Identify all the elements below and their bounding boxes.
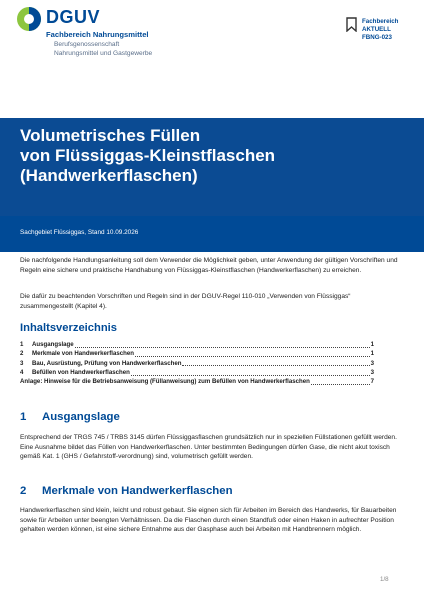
table-of-contents bbox=[20, 340, 374, 386]
toc-title: Inhaltsverzeichnis bbox=[20, 322, 117, 334]
toc-item[interactable] bbox=[20, 368, 374, 377]
title-line-3: (Handwerkerflaschen) bbox=[20, 166, 198, 185]
title-line-2: von Flüssiggas-Kleinstflaschen bbox=[20, 146, 276, 165]
association-line-2: Nahrungsmittel und Gastgewerbe bbox=[54, 50, 153, 57]
intro-paragraph-1: Die nachfolgende Handlungsanleitung soll dem Verwender die Möglichkeit geben, unter Anwendung der gültigen Vorschriften und Regeln eine sichere und praktische Handhabung von Flüssiggas-Kleinstflaschen (Handwerkerflaschen) zu erreichen. bbox=[20, 257, 398, 274]
toc-item[interactable] bbox=[20, 340, 374, 349]
toc-item-page: 3 bbox=[370, 369, 374, 377]
subject-status-text: Sachgebiet Flüssiggas, Stand 10.09.2026 bbox=[20, 229, 139, 236]
section-heading-2 bbox=[20, 485, 233, 497]
section-1-text: Entsprechend der TRGS 745 / TRBS 3145 dürfen Flüssiggasflaschen grundsätzlich nur in speziellen Füllstationen gefüllt werden. Eine Ausnahme bildet das Füllen von Handwerkerflaschen. Unter bestimmten Bedingungen dürfen Gase, die nicht akut toxisch gemäß Kat. 1 (GHS / Gefahrstoff-verordnung) sind, volumetrisch gefüllt werden. bbox=[20, 434, 397, 461]
brand-name: DGUV bbox=[46, 7, 101, 27]
section-2-text: Handwerkerflaschen sind klein, leicht und robust gebaut. Sie eignen sich für Arbeiten im Bereich des Handwerks, für Bauarbeiten sowie für Arbeiten unter beengten Verhältnissen. Da die Flaschen durch einen Standfuß oder einen Haken in aufrechter Position gehalten werden können, ist eine sichere Entnahme aus der Gasphase auch bei Arbeiten mit Handbrennern möglich. bbox=[20, 507, 397, 534]
title-line-1: Volumetrisches Füllen bbox=[20, 126, 201, 145]
department-name: Fachbereich Nahrungsmittel bbox=[46, 30, 149, 39]
badge-line-2: AKTUELL bbox=[362, 26, 391, 34]
intro-paragraph-2: Die dafür zu beachtenden Vorschriften und Regeln sind in der DGUV-Regel 110-010 „Verwenden von Flüssiggas“ zusammengestellt (Kapitel 4). bbox=[20, 293, 351, 310]
section-number: 2 bbox=[20, 485, 27, 497]
toc-item[interactable] bbox=[20, 359, 374, 368]
toc-leader-dots bbox=[131, 370, 370, 376]
toc-item-page: 7 bbox=[370, 378, 374, 386]
fachbereich-badge bbox=[362, 18, 398, 43]
toc-item-page: 1 bbox=[370, 350, 374, 358]
toc-leader-dots bbox=[311, 379, 370, 385]
toc-item-number: 1 bbox=[20, 341, 24, 349]
toc-item-page: 3 bbox=[370, 359, 374, 367]
toc-item-annex[interactable] bbox=[20, 377, 374, 386]
section-heading-1 bbox=[20, 411, 120, 423]
association-line-1: Berufsgenossenschaft bbox=[54, 41, 120, 48]
badge-line-3: FBNG-023 bbox=[362, 34, 392, 42]
badge-line-1: Fachbereich bbox=[362, 18, 399, 25]
toc-item-number: 2 bbox=[20, 350, 24, 358]
toc-item-label: Bau, Ausrüstung, Prüfung von Handwerkerflaschen bbox=[32, 359, 182, 367]
bookmark-icon bbox=[346, 17, 357, 32]
toc-item-page: 1 bbox=[370, 341, 374, 349]
toc-item-label: Anlage: Hinweise für die Betriebsanweisung (Füllanweisung) zum Befüllen von Handwerkerflaschen bbox=[20, 378, 310, 386]
section-title: Merkmale von Handwerkerflaschen bbox=[42, 485, 233, 497]
toc-leader-dots bbox=[182, 360, 369, 366]
toc-item-number: 4 bbox=[20, 369, 24, 377]
dguv-logo-icon bbox=[16, 6, 42, 32]
section-title: Ausgangslage bbox=[42, 411, 120, 423]
toc-leader-dots bbox=[135, 351, 370, 357]
toc-item-label: Ausgangslage bbox=[32, 341, 74, 349]
toc-leader-dots bbox=[75, 342, 370, 348]
toc-item[interactable] bbox=[20, 349, 374, 358]
document-title bbox=[20, 126, 275, 186]
page-number: 1/8 bbox=[380, 576, 389, 583]
toc-item-label: Merkmale von Handwerkerflaschen bbox=[32, 350, 134, 358]
section-number: 1 bbox=[20, 411, 27, 423]
toc-item-label: Befüllen von Handwerkerflaschen bbox=[32, 369, 130, 377]
toc-item-number: 3 bbox=[20, 359, 24, 367]
